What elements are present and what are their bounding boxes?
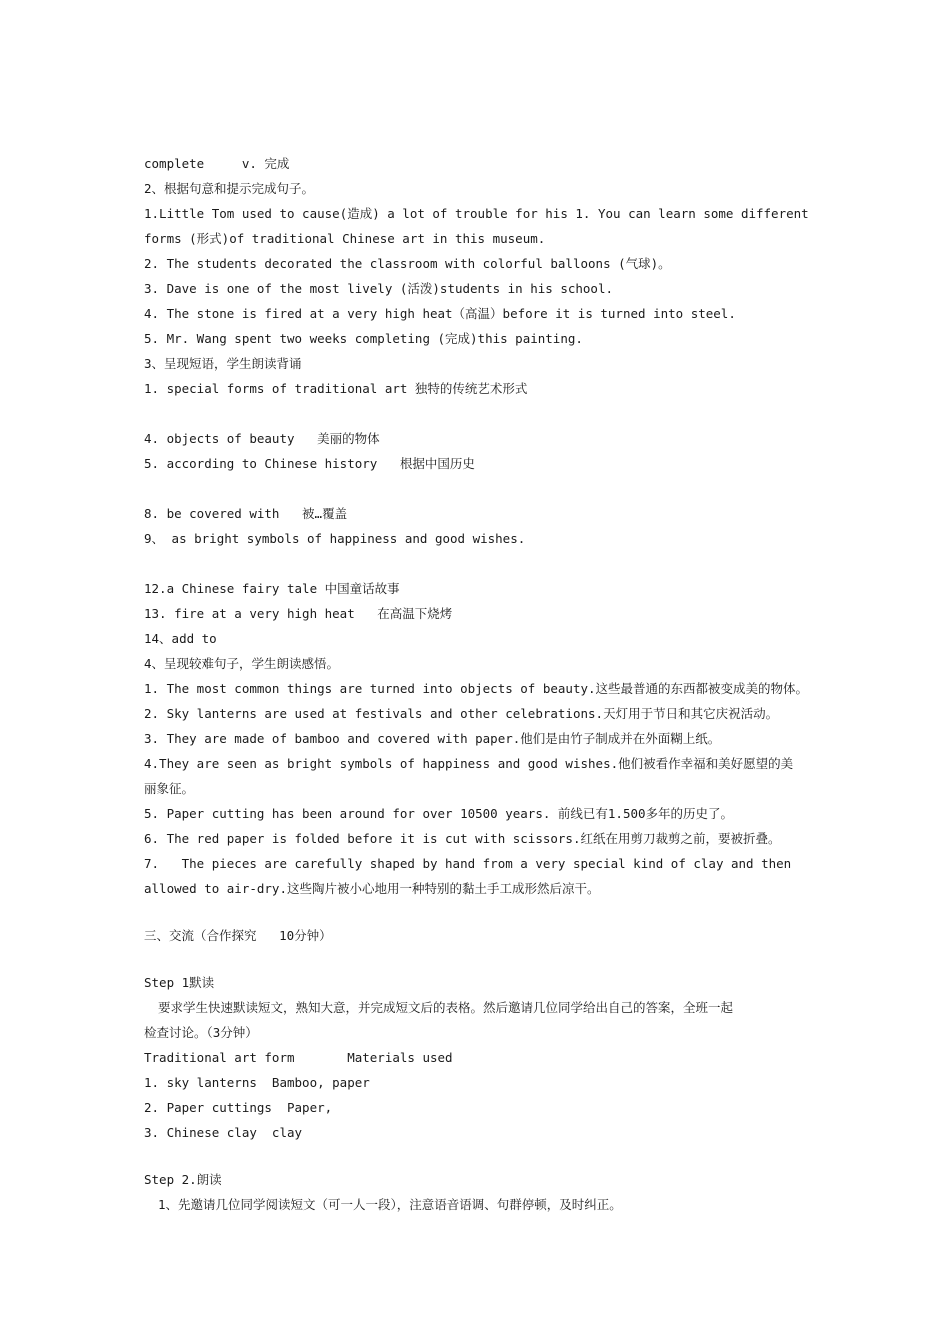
sentence-4b: 丽象征。 — [144, 781, 195, 796]
phrase-9: 9、 as bright symbols of happiness and good wishes. — [144, 531, 526, 546]
part3-heading: 三、交流（合作探究 10分钟） — [144, 928, 332, 943]
table-header: Traditional art form Materials used — [144, 1050, 453, 1065]
vocab-row — [144, 126, 834, 151]
table-row: 3. Chinese clay clay — [144, 1125, 303, 1140]
sentence-5: 5. Paper cutting has been around for over 10500 years. 前线已有1.500多年的历史了。 — [144, 806, 734, 821]
phrase-4: 4. objects of beauty 美丽的物体 — [144, 431, 380, 446]
section2-sentence-2: 2. The students decorated the classroom with colorful balloons (气球)。 — [144, 256, 671, 271]
spacer — [144, 1145, 834, 1167]
sentence-7a: 7. The pieces are carefully shaped by hand from a very special kind of clay and then — [144, 856, 792, 871]
phrase-12: 12.a Chinese fairy tale 中国童话故事 — [144, 581, 400, 596]
phrase-row-6-7 — [144, 476, 834, 501]
sentence-6: 6. The red paper is folded before it is cut with scissors.红纸在用剪刀裁剪之前，要被折叠。 — [144, 831, 781, 846]
phrase-8: 8. be covered with 被…覆盖 — [144, 506, 348, 521]
section2-sentence-4: 4. The stone is fired at a very high heat（高温）before it is turned into steel. — [144, 306, 736, 321]
section4-title: 4、呈现较难句子，学生朗读感悟。 — [144, 656, 340, 671]
spacer — [144, 948, 834, 970]
sentence-2: 2. Sky lanterns are used at festivals and other celebrations.天灯用于节日和其它庆祝活动。 — [144, 706, 779, 721]
step1-description-a: 要求学生快速默读短文，熟知大意，并完成短文后的表格。然后邀请几位同学给出自己的答案，全班一起 — [158, 1000, 734, 1015]
phrase-13: 13. fire at a very high heat 在高温下烧烤 — [144, 606, 453, 621]
section2-sentence-1b: forms (形式)of traditional Chinese art in this museum. — [144, 231, 546, 246]
document-body — [144, 126, 834, 1217]
phrase-5: 5. according to Chinese history 根据中国历史 — [144, 456, 475, 471]
sentence-3: 3. They are made of bamboo and covered with paper.他们是由竹子制成并在外面糊上纸。 — [144, 731, 721, 746]
sentence-4a: 4.They are seen as bright symbols of happiness and good wishes.他们被看作幸福和美好愿望的美 — [144, 756, 794, 771]
section2-sentence-3: 3. Dave is one of the most lively (活泼)students in his school. — [144, 281, 614, 296]
table-row: 1. sky lanterns Bamboo, paper — [144, 1075, 370, 1090]
phrase-row-2-3 — [144, 401, 834, 426]
step1-description-b: 检查讨论。（3分钟） — [144, 1025, 258, 1040]
spacer — [144, 901, 834, 923]
table-row: 2. Paper cuttings Paper, — [144, 1100, 333, 1115]
sentence-1: 1. The most common things are turned into objects of beauty.这些最普通的东西都被变成美的物体。 — [144, 681, 809, 696]
phrase-1: 1. special forms of traditional art 独特的传统艺术形式 — [144, 381, 528, 396]
sentence-7b: allowed to air-dry.这些陶片被小心地用一种特别的黏土手工成形然后凉干。 — [144, 881, 600, 896]
section2-sentence-5: 5. Mr. Wang spent two weeks completing (完成)this painting. — [144, 331, 583, 346]
section3-title: 3、呈现短语，学生朗读背诵 — [144, 356, 302, 371]
step2-description: 1、先邀请几位同学阅读短文（可一人一段），注意语音语调、句群停顿，及时纠正。 — [158, 1197, 622, 1212]
step2-title: Step 2.朗读 — [144, 1172, 222, 1187]
phrase-row-10-11 — [144, 551, 834, 576]
step1-title: Step 1默读 — [144, 975, 215, 990]
section2-title: 2、根据句意和提示完成句子。 — [144, 181, 315, 196]
vocab-complete: complete v. 完成 — [144, 156, 290, 171]
section2-sentence-1a: 1.Little Tom used to cause(造成) a lot of trouble for his 1. You can learn some different — [144, 206, 809, 221]
phrase-14: 14、add to — [144, 631, 217, 646]
